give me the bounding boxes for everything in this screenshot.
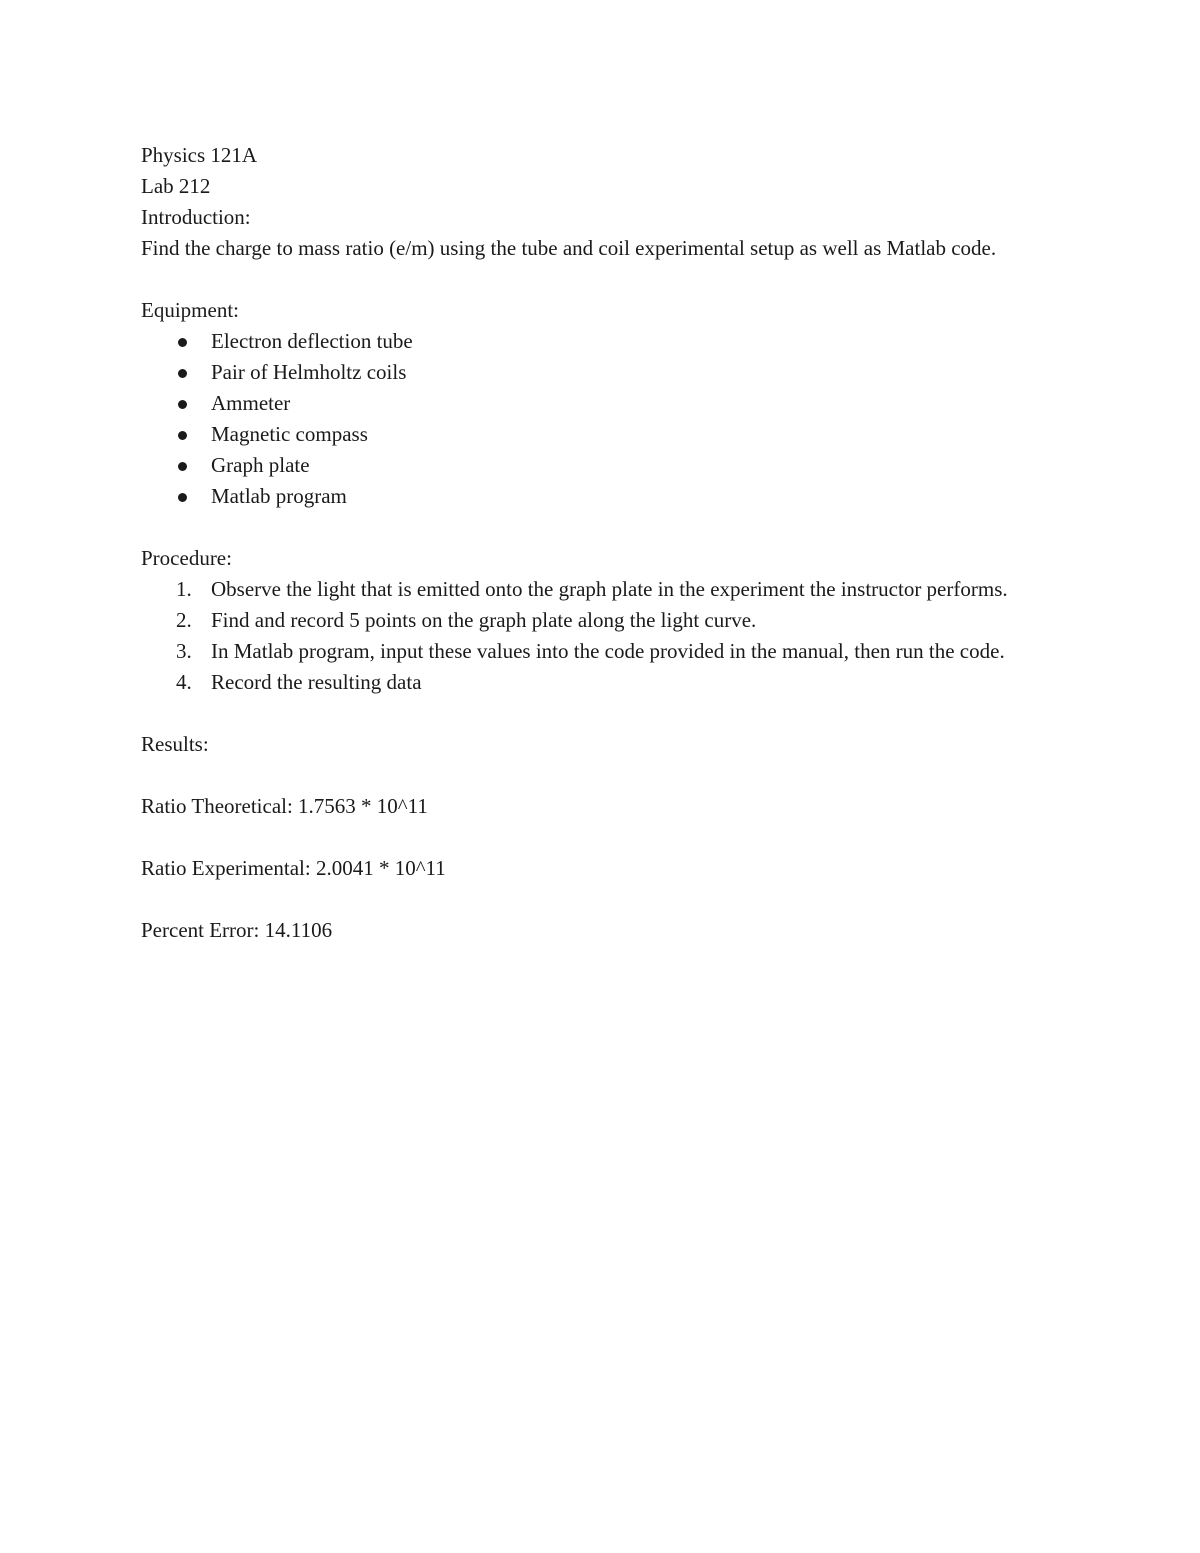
procedure-heading: Procedure: (141, 546, 232, 570)
bullet-icon (178, 400, 187, 409)
step-text: Observe the light that is emitted onto the graph plate in the experiment the instructor performs. (211, 577, 1008, 601)
step-number: 2. (176, 608, 192, 632)
bullet-icon (178, 338, 187, 347)
document-body (141, 140, 1061, 946)
spacer (141, 512, 1061, 543)
ratio-experimental: Ratio Experimental: 2.0041 * 10^11 (141, 856, 446, 880)
list-item (141, 326, 1061, 357)
list-item (141, 450, 1061, 481)
list-item (141, 481, 1061, 512)
lab-number: Lab 212 (141, 174, 211, 198)
equipment-item-label: Magnetic compass (211, 422, 368, 446)
spacer (141, 264, 1061, 295)
list-item (141, 605, 1061, 636)
percent-error: Percent Error: 14.1106 (141, 918, 333, 942)
procedure-list (141, 574, 1061, 698)
step-text: In Matlab program, input these values into the code provided in the manual, then run the code. (211, 639, 1005, 663)
introduction-text: Find the charge to mass ratio (e/m) using the tube and coil experimental setup as well as Matlab code. (141, 236, 997, 260)
step-number: 4. (176, 670, 192, 694)
introduction-heading: Introduction: (141, 205, 251, 229)
equipment-item-label: Ammeter (211, 391, 291, 415)
spacer (141, 822, 1061, 853)
equipment-item-label: Pair of Helmholtz coils (211, 360, 407, 384)
ratio-theoretical: Ratio Theoretical: 1.7563 * 10^11 (141, 794, 428, 818)
bullet-icon (178, 369, 187, 378)
course-title: Physics 121A (141, 143, 258, 167)
list-item (141, 574, 1061, 605)
results-heading: Results: (141, 732, 209, 756)
list-item (141, 667, 1061, 698)
equipment-item-label: Electron deflection tube (211, 329, 413, 353)
step-text: Find and record 5 points on the graph plate along the light curve. (211, 608, 757, 632)
list-item (141, 636, 1061, 667)
spacer (141, 884, 1061, 915)
list-item (141, 388, 1061, 419)
step-number: 3. (176, 639, 192, 663)
equipment-list (141, 326, 1061, 512)
bullet-icon (178, 462, 187, 471)
equipment-item-label: Matlab program (211, 484, 347, 508)
list-item (141, 357, 1061, 388)
bullet-icon (178, 431, 187, 440)
step-number: 1. (176, 577, 192, 601)
spacer (141, 698, 1061, 729)
spacer (141, 760, 1061, 791)
equipment-heading: Equipment: (141, 298, 239, 322)
bullet-icon (178, 493, 187, 502)
list-item (141, 419, 1061, 450)
step-text: Record the resulting data (211, 670, 422, 694)
equipment-item-label: Graph plate (211, 453, 310, 477)
